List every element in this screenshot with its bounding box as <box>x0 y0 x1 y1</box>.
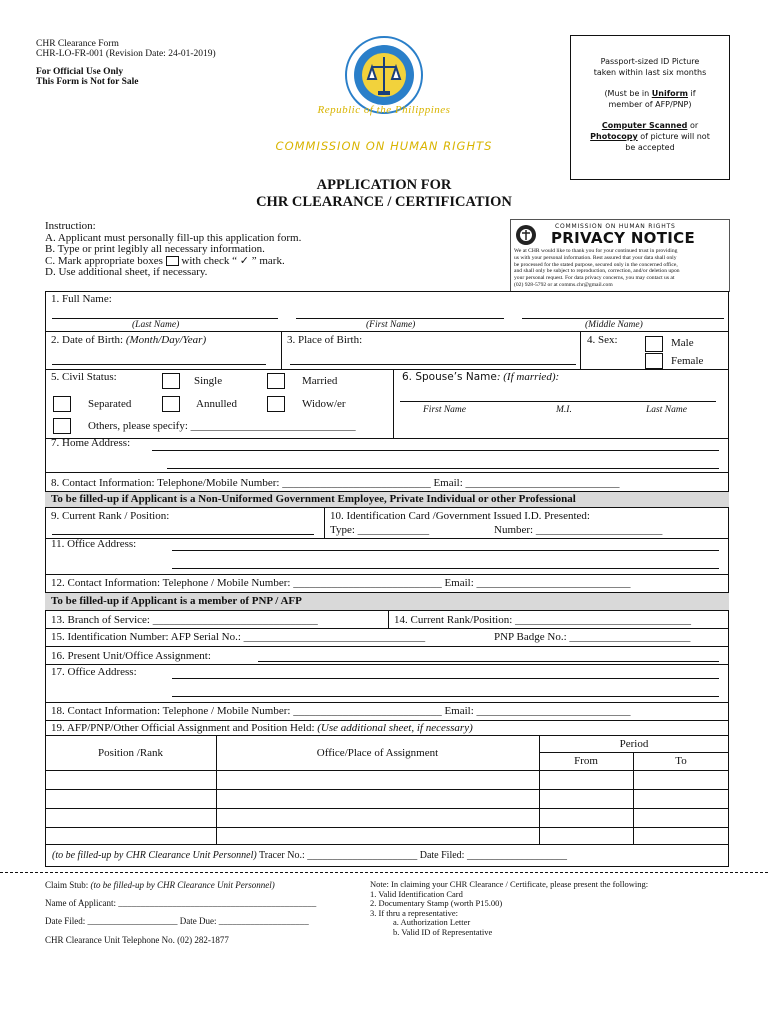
female-checkbox[interactable] <box>645 353 663 369</box>
divider <box>539 752 729 753</box>
divider <box>45 538 729 539</box>
commission-text: COMMISSION ON HUMAN RIGHTS <box>275 139 493 153</box>
divider <box>45 472 729 473</box>
photo-must-post: if <box>687 89 696 98</box>
divider <box>45 628 729 629</box>
tracer-number-input[interactable]: Tracer No.: ______________________ Date Filed: ____________________ <box>259 850 567 861</box>
contact-info-12[interactable]: 12. Contact Information: Telephone / Mobile Number: ___________________________ Email: ____________________________ <box>51 577 631 589</box>
first-name-input[interactable] <box>296 318 504 319</box>
divider <box>580 331 581 369</box>
table-row[interactable] <box>45 827 729 828</box>
home-address-label: 7. Home Address: <box>51 437 131 449</box>
dob-label <box>51 334 206 346</box>
spouse-label <box>402 371 559 383</box>
divider <box>45 720 729 721</box>
assignment-label <box>51 722 473 734</box>
spouse-name-input[interactable] <box>400 401 716 402</box>
unit-assignment-input[interactable] <box>258 661 719 662</box>
claim-note-subitem: a. Authorization Letter <box>393 917 471 927</box>
claim-note-heading: Note: In claiming your CHR Clearance / Certificate, please present the following: <box>370 879 649 889</box>
last-name-input[interactable] <box>52 318 278 319</box>
full-name-label: 1. Full Name: <box>51 293 112 305</box>
photo-must-line2: member of AFP/PNP) <box>608 100 692 109</box>
divider <box>281 331 282 369</box>
female-label: Female <box>671 355 704 367</box>
last-name-caption: (Last Name) <box>132 320 180 330</box>
spouse-if-married: : (If married): <box>496 371 560 383</box>
claim-stub-note: (to be filled-up by CHR Clearance Unit Personnel) <box>90 880 275 890</box>
claim-note-item: 2. Documentary Stamp (worth P15.00) <box>370 898 503 908</box>
section-pnp-afp: To be filled-up if Applicant is a member of PNP / AFP <box>45 593 729 610</box>
separated-checkbox[interactable] <box>53 396 71 412</box>
photo-box <box>570 35 730 180</box>
title-line2: CHR CLEARANCE / CERTIFICATION <box>256 194 512 210</box>
divider <box>324 507 325 539</box>
claim-note <box>370 880 648 937</box>
branch-of-service-input[interactable]: 13. Branch of Service: ______________________________ <box>51 614 318 626</box>
others-specify[interactable]: Others, please specify: ______________________________ <box>88 420 356 432</box>
home-address-input-1[interactable] <box>152 450 719 451</box>
divider <box>45 438 729 439</box>
not-for-sale-note: This Form is Not for Sale <box>36 77 139 87</box>
privacy-line: us with your personal information. Rest assured that your data shall only <box>514 254 677 261</box>
annulled-checkbox[interactable] <box>162 396 180 412</box>
single-label: Single <box>194 375 223 387</box>
spouse-mi-caption: M.I. <box>556 405 572 415</box>
instruction-b: B. Type or print legibly all necessary information. <box>45 243 265 255</box>
instruction-a: A. Applicant must personally fill-up this application form. <box>45 231 302 244</box>
afp-serial-input[interactable]: 15. Identification Number: AFP Serial No.: _________________________________ <box>51 631 426 643</box>
office-address-17-input-1[interactable] <box>172 678 719 679</box>
instruction-c-post: with check “ ✓ ” mark. <box>181 254 285 267</box>
form-code: CHR-LO-FR-001 (Revision Date: 24-01-2019) <box>36 49 216 59</box>
photo-box-line2: taken within last six months <box>593 68 707 77</box>
spouse-last-caption: Last Name <box>646 405 687 415</box>
separated-label: Separated <box>88 398 132 410</box>
col-from: From <box>574 755 598 767</box>
tracer-row <box>52 850 567 861</box>
sample-checkbox-icon <box>166 256 179 266</box>
privacy-body <box>514 248 680 289</box>
claim-stub-text: Claim Stub: <box>45 880 89 890</box>
divider <box>45 574 729 575</box>
divider <box>388 610 389 628</box>
dob-format: (Month/Day/Year) <box>125 334 207 346</box>
col-to: To <box>675 755 687 767</box>
unit-assignment-label: 16. Present Unit/Office Assignment: <box>51 650 211 662</box>
male-checkbox[interactable] <box>645 336 663 352</box>
table-row[interactable] <box>45 770 729 771</box>
divider <box>393 369 394 438</box>
republic-text: Republic of the Philippines <box>317 104 451 116</box>
chr-seal-icon <box>344 35 424 115</box>
photo-must-pre: (Must be in <box>604 89 652 98</box>
contact-info-8[interactable]: 8. Contact Information: Telephone/Mobile Number: ___________________________ Email: ____________________________ <box>51 477 620 489</box>
official-use-note: For Official Use Only <box>36 67 124 77</box>
photo-uniform: Uniform <box>651 89 688 98</box>
claim-stub-label <box>45 880 275 890</box>
photo-box-line1: Passport-sized ID Picture <box>600 57 700 66</box>
claim-phone: CHR Clearance Unit Telephone No. (02) 282-1877 <box>45 935 229 945</box>
claim-dates-input[interactable]: Date Filed: ____________________ Date Due: ____________________ <box>45 916 309 926</box>
id-type-input[interactable]: Type: _____________ <box>330 524 430 536</box>
col-office-assignment: Office/Place of Assignment <box>316 747 439 759</box>
widow-label: Widow/er <box>302 398 346 410</box>
claim-note-item: 1. Valid Identification Card <box>370 888 463 899</box>
middle-name-caption: (Middle Name) <box>585 320 643 330</box>
current-rank-input[interactable]: 14. Current Rank/Position: ________________________________ <box>394 614 691 626</box>
assignment-label-text: 19. AFP/PNP/Other Official Assignment and Position Held: <box>51 722 315 734</box>
instruction-d: D. Use additional sheet, if necessary. <box>45 266 208 278</box>
photo-photocopy-post: of picture will not <box>637 132 710 141</box>
claim-note-subitem: b. Valid ID of Representative <box>393 926 493 937</box>
spouse-first-caption: First Name <box>423 405 467 415</box>
first-name-caption: (First Name) <box>366 320 416 330</box>
instruction-heading: Instruction: <box>45 220 96 232</box>
title-line1: APPLICATION FOR <box>316 177 452 193</box>
office-address-input-1[interactable] <box>172 550 719 551</box>
photo-be-accepted: be accepted <box>625 143 675 152</box>
privacy-line: (02) 928-5792 or at comms.chr@gmail.com <box>514 281 613 288</box>
privacy-line: be processed for the stated purpose, secured only in the concerned office, <box>514 261 678 268</box>
cut-line <box>0 872 768 873</box>
dob-label-text: 2. Date of Birth: <box>51 334 124 346</box>
assignment-note: (Use additional sheet, if necessary) <box>317 722 473 734</box>
pnp-badge-input[interactable]: PNP Badge No.: ______________________ <box>494 631 691 643</box>
divider <box>45 646 729 647</box>
office-address-17-input-2[interactable] <box>172 696 719 697</box>
spouse-label-text: 6. Spouse’s Name <box>402 371 497 383</box>
claim-applicant-name-input[interactable]: Name of Applicant: ____________________________________________ <box>45 898 317 908</box>
married-label: Married <box>302 375 338 387</box>
table-row[interactable] <box>45 789 729 790</box>
photo-photocopy: Photocopy <box>590 132 638 141</box>
male-label: Male <box>671 337 694 349</box>
col-position-rank: Position /Rank <box>97 747 164 759</box>
divider <box>45 610 729 611</box>
claim-note-item: 3. If thru a representative: <box>370 907 459 918</box>
privacy-org: COMMISSION ON HUMAN RIGHTS <box>555 223 676 230</box>
privacy-notice <box>510 219 730 292</box>
middle-name-input[interactable] <box>522 318 724 319</box>
pob-label: 3. Place of Birth: <box>287 334 363 346</box>
id-presented-label: 10. Identification Card /Government Issued I.D. Presented: <box>330 510 590 522</box>
rank-position-label: 9. Current Rank / Position: <box>51 510 170 522</box>
privacy-line: We at CHR would like to thank you for your continued trust in providing <box>514 248 678 254</box>
married-checkbox[interactable] <box>267 373 285 389</box>
divider <box>45 664 729 665</box>
table-row[interactable] <box>45 808 729 809</box>
office-address-input-2[interactable] <box>172 568 719 569</box>
others-checkbox[interactable] <box>53 418 71 434</box>
office-address-17-label: 17. Office Address: <box>51 666 137 678</box>
divider <box>45 369 729 370</box>
pob-input[interactable] <box>290 364 576 365</box>
divider <box>45 702 729 703</box>
photo-computer-scanned: Computer Scanned <box>601 121 688 130</box>
divider <box>45 507 729 508</box>
photo-or: or <box>687 121 699 130</box>
sex-label: 4. Sex: <box>587 334 618 346</box>
home-address-input-2[interactable] <box>167 468 719 469</box>
widow-checkbox[interactable] <box>267 396 285 412</box>
office-address-label: 11. Office Address: <box>51 538 137 550</box>
instruction-c-pre: C. Mark appropriate boxes <box>45 254 163 267</box>
divider <box>45 331 729 332</box>
divider <box>45 735 729 736</box>
col-period: Period <box>619 738 649 750</box>
contact-info-18[interactable]: 18. Contact Information: Telephone / Mobile Number: ___________________________ Email: ____________________________ <box>51 705 631 717</box>
form-name: CHR Clearance Form <box>36 39 119 49</box>
rank-position-input[interactable] <box>52 534 314 535</box>
section-non-uniformed: To be filled-up if Applicant is a Non-Uniformed Government Employee, Private Individual or other Professional <box>45 492 729 507</box>
id-number-input[interactable]: Number: _______________________ <box>494 524 663 536</box>
tracer-note: (to be filled-up by CHR Clearance Unit Personnel) <box>52 850 257 861</box>
privacy-seal-icon <box>515 224 537 246</box>
single-checkbox[interactable] <box>162 373 180 389</box>
civil-status-label: 5. Civil Status: <box>51 371 117 383</box>
privacy-line: your personal request. For data privacy concerns, you may contact us at <box>514 275 675 282</box>
annulled-label: Annulled <box>196 398 237 410</box>
privacy-title: PRIVACY NOTICE <box>551 229 695 247</box>
privacy-line: and shall only be subject to reproduction, correction, and/or deletion upon <box>514 268 680 275</box>
dob-input[interactable] <box>52 364 266 365</box>
instructions <box>45 221 301 279</box>
